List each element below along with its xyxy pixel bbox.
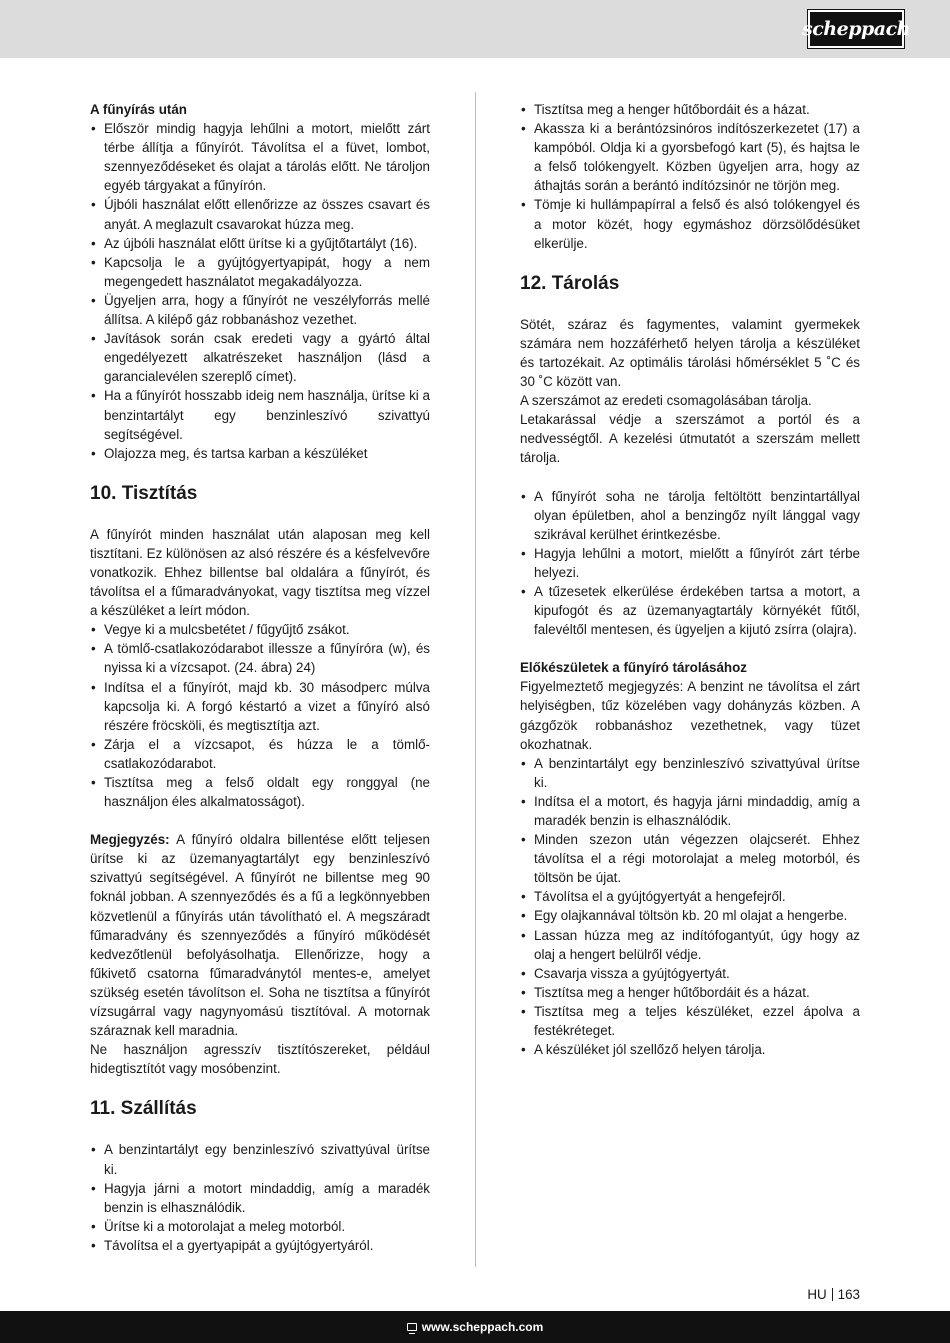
list-item: • A benzintartályt egy benzinleszívó szivattyúval ürítse ki. <box>520 754 860 792</box>
note-text: A fűnyíró oldalra billentése előtt teljesen ürítse ki az üzemanyagtartályt egy benzinleszívó szivattyú segítségével. A fűnyírót ne billentse meg 90 foknál jobban. A szennyeződés és a fű a legkönnyebben közvetlenül a fűnyírás után távolítható el. A megszáradt fűmaradvány és szennyeződés a fűnyíró működését kedvezőtlenül befolyásolhatja. Ellenőrizze, hogy a fűkivető csatorna fűmaradványtól mentes-e, amelyet szükség esetén távolítson el. Soha ne tisztítsa a fűnyírót vízsugárral vagy nagynyomású tisztítóval. A motornak száraznak kell maradnia. <box>90 832 430 1039</box>
list-item: • Távolítsa el a gyertyapipát a gyújtógyertyáról. <box>90 1236 430 1255</box>
list-item: • Kapcsolja le a gyújtógyertyapipát, hogy a nem megengedett használatot megakadályozza. <box>90 253 430 291</box>
page-number-value: 163 <box>837 1287 860 1302</box>
section-11-title: 11. Szállítás <box>90 1098 197 1120</box>
section-12-title: 12. Tárolás <box>520 272 620 294</box>
storage-paragraph-3: Letakarással védje a szerszámot a portól és a nedvességtől. A kezelési útmutatót a szerszám mellett tárolja. <box>520 412 860 466</box>
storage-prep-warning: Figyelmeztető megjegyzés: A benzint ne távolítsa el zárt helyiségben, tűz közelében vagy dohányzás közben. A gázgőzök robbanáshoz vezethetnek, vagy tüzet okozhatnak. <box>520 679 860 752</box>
list-item: • Ha a fűnyírót hosszabb ideig nem használja, ürítse ki a benzintartályt egy benzinleszívó szivattyú segítségével. <box>90 386 430 443</box>
cleaning-note <box>90 830 430 1040</box>
cleaning-note-2: Ne használjon agresszív tisztítószereket, például hidegtisztítót vagy mosóbenzint. <box>90 1042 430 1077</box>
list-item: • Hagyja járni a motort mindaddig, amíg a maradék benzin is elhasználódik. <box>90 1179 430 1217</box>
storage-paragraph-1: Sötét, száraz és fagymentes, valamint gyermekek számára nem hozzáférhető helyen tárolja a készüléket és tartozékait. Az optimális tárolási hőmérséklet 5 ˚C és 30 ˚C között van. <box>520 316 860 390</box>
list-item: • Egy olajkannával töltsön kb. 20 ml olajat a hengerbe. <box>520 906 860 925</box>
list-item: • Zárja el a vízcsapot, és húzza le a tömlő-csatlakozódarabot. <box>90 735 430 773</box>
list-item: • Hagyja lehűlni a motort, mielőtt a fűnyírót zárt térbe helyezi. <box>520 544 860 582</box>
list-item: • A fűnyírót soha ne tárolja feltöltött benzintartállyal olyan épületben, ahol a benzingőz nyílt lánggal vagy szikrával kerülhet érintkezésbe. <box>520 487 860 544</box>
header-bar <box>0 0 950 58</box>
list-item: • Indítsa el a motort, és hagyja járni mindaddig, amíg a maradék benzin is elhasználódik. <box>520 792 860 830</box>
note-label: Megjegyzés: <box>90 832 170 848</box>
section-10-intro: A fűnyírót minden használat után alaposan meg kell tisztítani. Ez különösen az alsó részére és a késfelvevőre vonatkozik. Ehhez billentse bal oldalára a fűnyírót, és távolítsa el a fűmaradványokat, vagy tisztítsa meg vízzel a készüléket a leírt módon. <box>90 526 430 619</box>
footer-bar <box>0 1311 950 1343</box>
list-item: • Indítsa el a fűnyírót, majd kb. 30 másodperc múlva kapcsolja ki. A forgó késtartó a vizet a fűnyíró alsó részére fröcsköli, és megtisztítja azt. <box>90 678 430 735</box>
list-item: • Először mindig hagyja lehűlni a motort, mielőtt zárt térbe állítja a fűnyírót. Távolítsa el a füvet, lombot, szennyeződéseket és olajat a tárolás előtt. Ne tároljon egyéb tárgyakat a fűnyírón. <box>90 119 430 195</box>
column-divider <box>475 92 476 1267</box>
transport-list-continued <box>520 100 860 253</box>
list-item: • Javítások során csak eredeti vagy a gyártó által engedélyezett alkatrészeket használjon (lásd a garancialevélen szereplő címet). <box>90 329 430 386</box>
website-link[interactable]: www.scheppach.com <box>421 1320 544 1334</box>
storage-paragraph-2: A szerszámot az eredeti csomagolásában tárolja. <box>520 393 812 409</box>
list-item: • Minden szezon után végezzen olajcserét. Ehhez távolítsa el a régi motorolajat a meleg motorból, és töltsön be újat. <box>520 830 860 887</box>
separator <box>832 1288 833 1301</box>
list-item: • A készüléket jól szellőző helyen tárolja. <box>520 1040 860 1059</box>
storage-prep-heading: Előkészületek a fűnyíró tárolásához <box>520 660 747 676</box>
list-item: • A tömlő-csatlakozódarabot illessze a fűnyíróra (w), és nyissa ki a vízcsapot. (24. ábra) 24) <box>90 639 430 677</box>
list-item: • Lassan húzza meg az indítófogantyút, úgy hogy az olaj a hengert belülről védje. <box>520 926 860 964</box>
monitor-icon <box>407 1323 417 1331</box>
storage-prep-list <box>520 754 860 1060</box>
list-item: • Tömje ki hullámpapírral a felső és alsó tolókengyel és a motor közét, hogy egymáshoz dörzsölődésüket elkerülje. <box>520 195 860 252</box>
list-item: • Tisztítsa meg a henger hűtőbordáit és a házat. <box>520 100 860 119</box>
list-item: • Akassza ki a berántózsinóros indítószerkezetet (17) a kampóból. Oldja ki a gyorsbefogó kart (5), és hajtsa le a felső tolókengyelt. Közben ügyeljen arra, hogy az áthajtás során a berántó indítózsinór ne törjön meg. <box>520 119 860 195</box>
list-item: • A tűzesetek elkerülése érdekében tartsa a motort, a kipufogót és az üzemanyagtartály környékét fűtől, falevéltől mentesen, és ügyeljen a kijutó zsírra (olajra). <box>520 582 860 639</box>
list-item: • Vegye ki a mulcsbetétet / fűgyűjtő zsákot. <box>90 620 430 639</box>
list-item: • Ürítse ki a motorolajat a meleg motorból. <box>90 1217 430 1236</box>
after-mowing-list <box>90 119 430 463</box>
section-10-title: 10. Tisztítás <box>90 482 198 504</box>
transport-list <box>90 1140 430 1255</box>
list-item: • Az újbóli használat előtt ürítse ki a gyűjtőtartályt (16). <box>90 234 430 253</box>
after-mowing-heading: A fűnyírás után <box>90 102 187 117</box>
list-item: • Tisztítsa meg a henger hűtőbordáit és a házat. <box>520 983 860 1002</box>
list-item: • A benzintartályt egy benzinleszívó szivattyúval ürítse ki. <box>90 1140 430 1178</box>
list-item: • Tisztítsa meg a teljes készüléket, ezzel ápolva a festékréteget. <box>520 1002 860 1040</box>
cleaning-list <box>90 620 430 811</box>
brand-logo: scheppach <box>808 10 904 48</box>
list-item: • Olajozza meg, és tartsa karban a készüléket <box>90 444 430 463</box>
list-item: • Újbóli használat előtt ellenőrizze az összes csavart és anyát. A meglazult csavarokat húzza meg. <box>90 195 430 233</box>
list-item: • Távolítsa el a gyújtógyertyát a hengefejről. <box>520 887 860 906</box>
left-column <box>90 100 430 1255</box>
list-item: • Csavarja vissza a gyújtógyertyát. <box>520 964 860 983</box>
language-code: HU <box>807 1287 827 1302</box>
page-number <box>807 1287 860 1302</box>
storage-list <box>520 487 860 640</box>
list-item: • Tisztítsa meg a felső oldalt egy ronggyal (ne használjon éles alkalmatosságot). <box>90 773 430 811</box>
right-column <box>520 100 860 1059</box>
list-item: • Ügyeljen arra, hogy a fűnyírót ne veszélyforrás mellé állítsa. A kilépő gáz robbanáshoz vezethet. <box>90 291 430 329</box>
